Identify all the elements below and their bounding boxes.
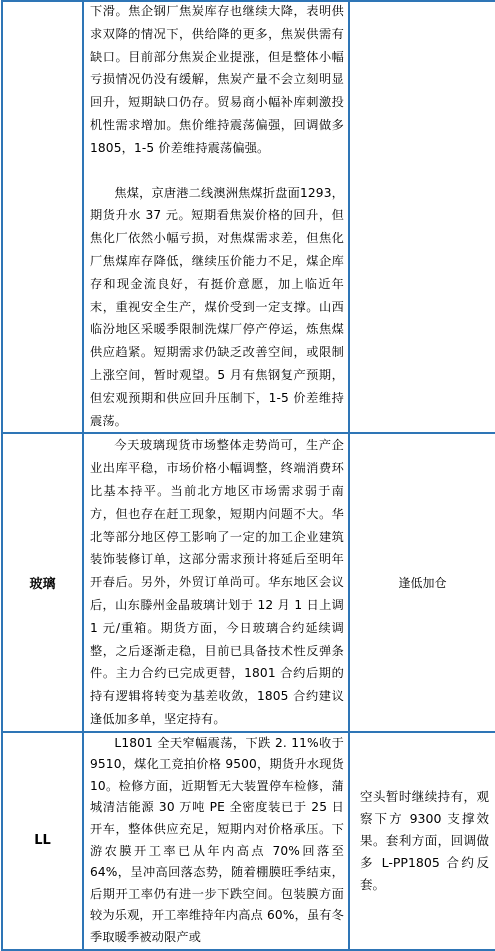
analysis-paragraph: 下滑。焦企钢厂焦炭库存也继续大降，表明供求双降的情况下，供给降的更多，焦炭供需有缺口。目前部分焦炭企业提涨，但是整体小幅亏损情况仍没有缓解，焦炭产量不会立刻明显回升，短期缺口仍存。贸易商小幅补库刺激投机性需求增加。焦价维持震荡偏强，回调做多 1805，1-5 价差维持震荡偏强。 [90,4,344,155]
commodity-cell [2,1,83,433]
strategy-cell [349,1,495,433]
paragraph-gap [84,160,348,182]
commodity-analysis-table [1,0,495,951]
table-row [2,732,495,950]
analysis-cell [83,732,349,950]
strategy-cell: 空头暂时继续持有，观察下方 9300 支撑效果。套利方面，回调做多 L-PP1805 合约反套。 [349,732,495,950]
strategy-cell: 逢低加仓 [349,433,495,731]
analysis-paragraph: 焦煤，京唐港二线澳洲焦煤折盘面1293，期货升水 37 元。短期看焦炭价格的回升，但焦化厂依然小幅亏损，对焦煤需求差，但焦化厂焦煤库存降低，继续压价能力不足，煤企库存和现金流良好，有挺价意愿，加上临近年末，重视安全生产，煤价受到一定支撑。山西临汾地区采暖季限制洗煤厂停产停运，炼焦煤供应趋紧。短期需求仍缺乏改善空间，或限制上涨空间，暂时观望。5 月有焦钢复产预期，但宏观预期和供应回升压制下，1-5 价差维持震荡。 [90,185,344,428]
table-row [2,1,495,433]
commodity-cell: LL [2,732,83,950]
table-row [2,433,495,731]
analysis-paragraph: 今天玻璃现货市场整体走势尚可，生产企业出库平稳，市场价格小幅调整，终端消费环比基本持平。当前北方地区市场需求弱于南方，但也存在赶工现象，短期内问题不大。华北等部分地区停工影响了一定的加工企业建筑装饰装修订单，这部分需求预计将延后至明年开春后。另外，外贸订单尚可。华东地区会议后，山东滕州金晶玻璃计划于 12 月 1 日上调 1 元/重箱。期货方面，今日玻璃合约延续调整，之后逐渐走稳，目前已具备技术性反弹条件。主力合约已完成更替，1801 合约后期的持有逻辑将转变为基差收敛，1805 合约建议逢低加多单，坚定持有。 [90,438,344,726]
commodity-cell: 玻璃 [2,433,83,731]
analysis-cell [83,433,349,731]
analysis-cell [83,1,349,433]
analysis-paragraph: L1801 全天窄幅震荡，下跌 2. 11%收于 9510，煤化工竞拍价格 9500，期货升水现货 10。检修方面，近期暂无大装置停车检修，蒲城清洁能源 30 万吨 PE 全密度装已于 25 日开车，整体供应充足，短期内对价格承压。下游农膜开工率已从年内高点 70%回落至 64%，呈冲高回落态势，随着棚膜旺季结束，后期开工率仍有进一步下跌空间。包装膜方面较为乐观，开工率维持年内高点 60%，虽有冬季取暖季被动限产或 [90,735,344,945]
